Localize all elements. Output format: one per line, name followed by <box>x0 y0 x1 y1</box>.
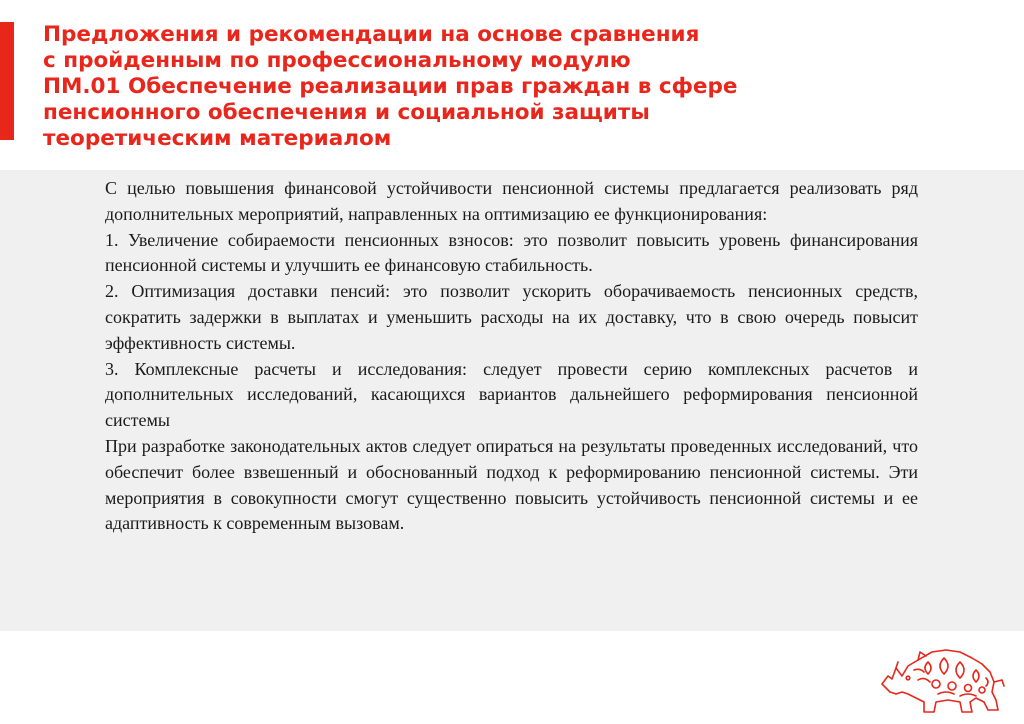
list-item-1: 1. Увеличение собираемости пенсионных взносов: это позволит повысить уровень финансирования пенсионной системы и улучшить ее финансовую стабильность. <box>105 229 918 276</box>
list-item-2: 2. Оптимизация доставки пенсий: это позволит ускорить оборачиваемость пенсионных средств, сократить задержки в выплатах и уменьшить расходы на их доставку, что в свою очередь повысит эффективность системы. <box>105 281 918 353</box>
conclusion-paragraph: При разработке законодательных актов следует опираться на результаты проведенных исследований, что обеспечит более взвешенный и обоснованный подход к реформированию пенсионной системы. Эти мероприятия в совокупности смогут существенно повысить устойчивость пенсионной системы и ее адаптивность к современным вызовам. <box>105 435 918 534</box>
title-line: теоретическим материалом <box>43 126 392 151</box>
accent-bar <box>0 22 14 140</box>
slide-title <box>43 22 863 152</box>
list-item-3: 3. Комплексные расчеты и исследования: следует провести серию комплексных расчетов и дополнительных исследований, касающихся вариантов дальнейшего реформирования пенсионной системы <box>105 358 918 431</box>
title-line: с пройденным по профессиональному модулю <box>43 48 631 73</box>
intro-paragraph: С целью повышения финансовой устойчивости пенсионной системы предлагается реализовать ряд дополнительных мероприятий, направленных на оптимизацию ее функционирования: <box>105 178 918 224</box>
body-text <box>105 176 918 537</box>
title-line: пенсионного обеспечения и социальной защиты <box>43 100 650 125</box>
title-line: ПМ.01 Обеспечение реализации прав граждан в сфере <box>43 74 738 99</box>
rhino-logo-icon <box>878 640 1008 716</box>
title-line: Предложения и рекомендации на основе сравнения <box>43 22 700 47</box>
